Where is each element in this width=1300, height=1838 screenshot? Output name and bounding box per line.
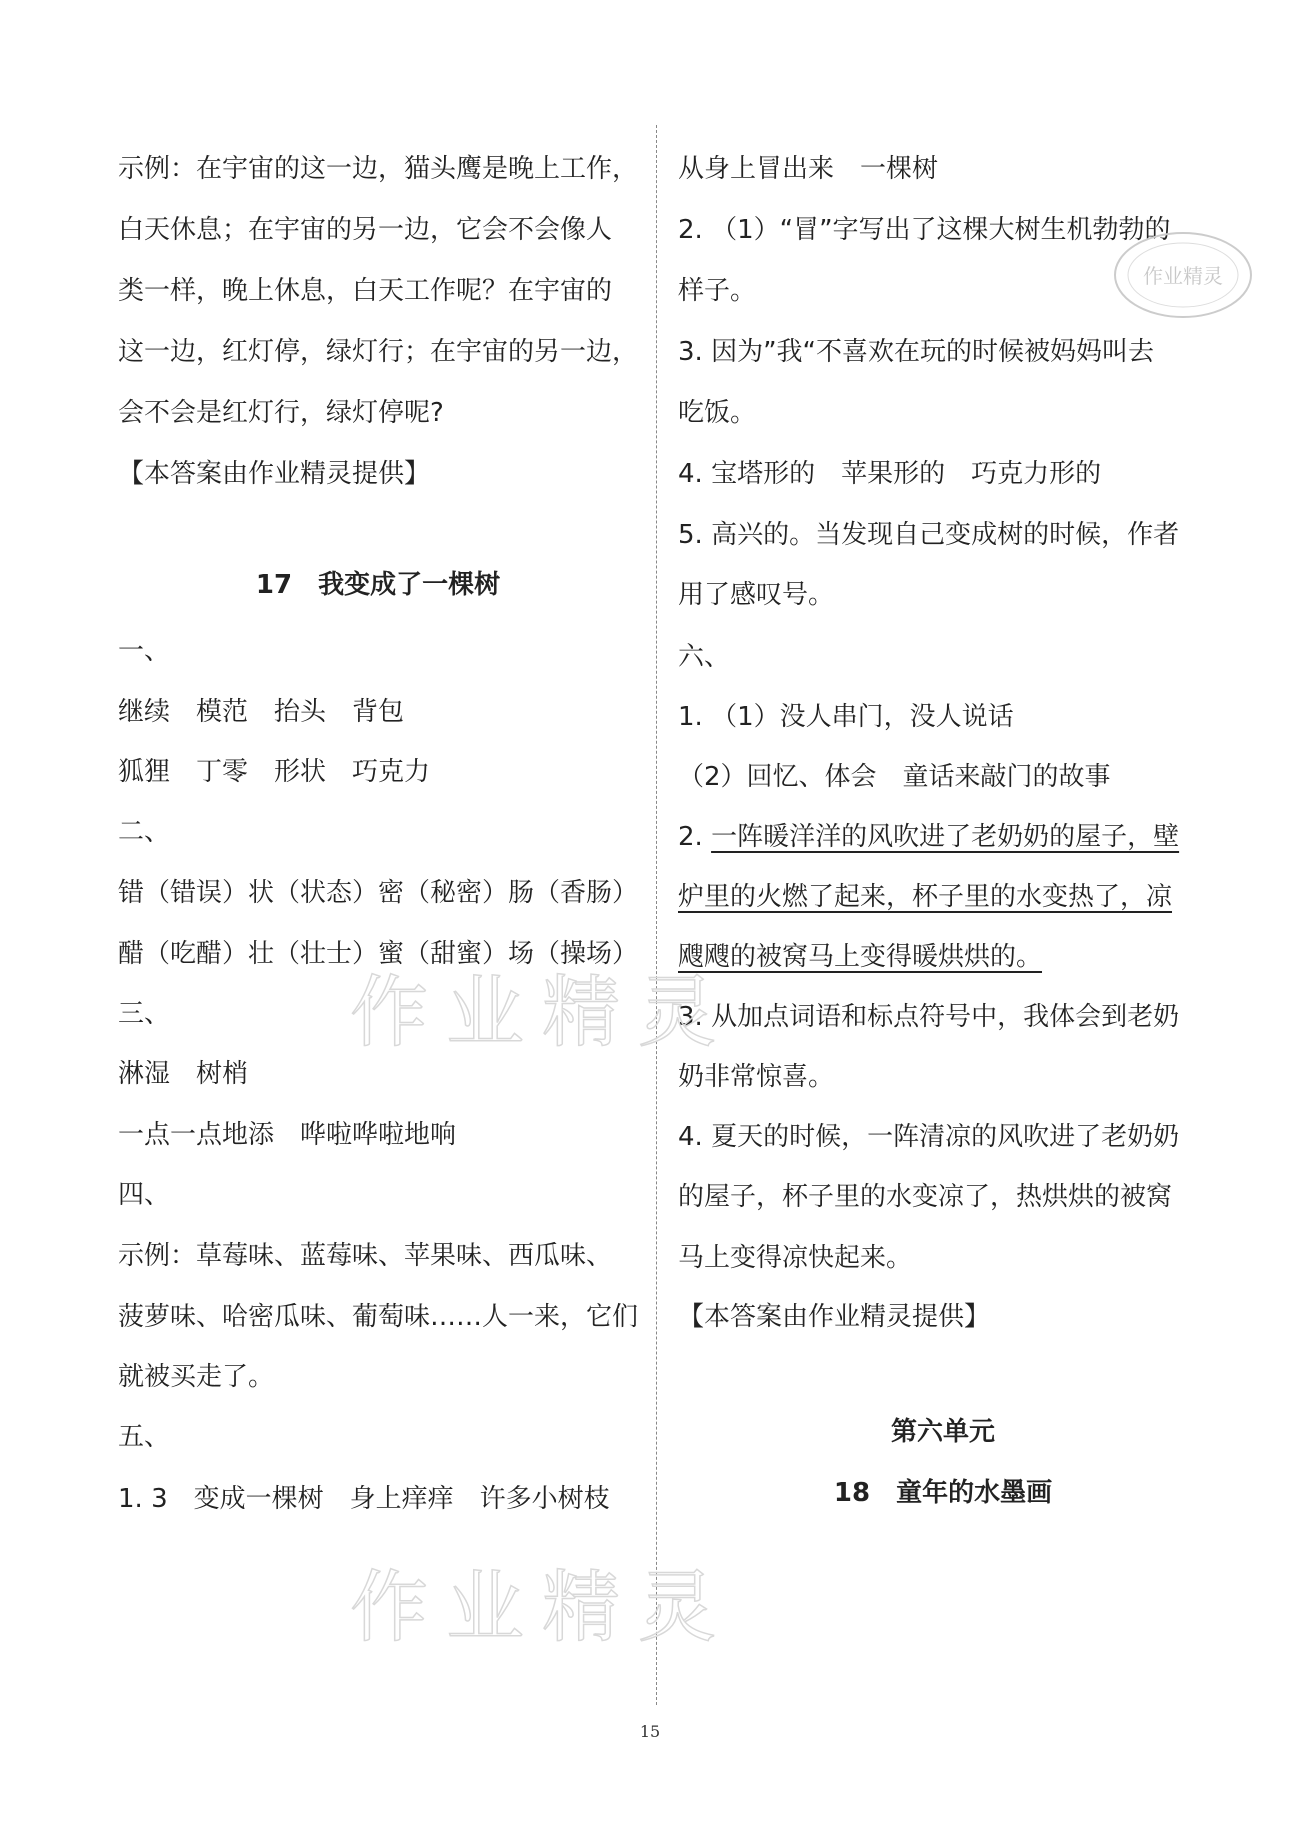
seal-text: 作业精灵 (1143, 264, 1223, 288)
text-line (678, 152, 938, 186)
line-text: 18 童年的水墨画 (833, 1478, 1053, 1508)
line-text: 【本答案由作业精灵提供】 (118, 459, 431, 489)
underlined-text: 飕飕的被窝马上变得暖烘烘的。 (678, 942, 1043, 972)
line-text: 淋湿 树梢 (118, 1059, 249, 1089)
line-text: 一、 (118, 636, 171, 666)
line-text: 奶非常惊喜。 (678, 1062, 835, 1092)
line-text: 1. 3 变成一棵树 身上痒痒 许多小树枝 (118, 1484, 610, 1514)
text-line (118, 1178, 170, 1212)
text-line (118, 1118, 456, 1152)
line-text: 4. 夏天的时候，一阵清凉的风吹进了老奶奶 (678, 1122, 1180, 1152)
line-text: 吃饭。 (678, 398, 757, 428)
line-text: 错（错误）状（状态）密（秘密）肠（香肠） (118, 878, 639, 908)
text-line (678, 335, 1154, 369)
line-text: 菠萝味、哈密瓜味、葡萄味……人一来，它们 (118, 1302, 639, 1332)
text-line (118, 815, 170, 849)
watermark-text: 作业精灵 (350, 968, 735, 1058)
text-line (118, 1057, 248, 1091)
line-text: 第六单元 (890, 1417, 995, 1447)
line-text: 六、 (678, 642, 731, 672)
line-text: （2）回忆、体会 童话来敲门的故事 (678, 762, 1111, 792)
line-text: 2. （1）“冒”字写出了这棵大树生机勃勃的 (678, 215, 1171, 245)
text-line (678, 1300, 990, 1334)
underlined-text: 一阵暖洋洋的风吹进了老奶奶的屋子，壁 (711, 822, 1180, 852)
line-text: 类一样，晚上休息，白天工作呢？在宇宙的 (118, 276, 613, 306)
text-line (118, 396, 444, 430)
text-line (678, 274, 756, 308)
text-line (118, 634, 170, 668)
text-line (678, 700, 1014, 734)
text-line (118, 1360, 274, 1394)
text-line (678, 396, 756, 430)
section-heading (678, 1476, 1208, 1510)
text-line (118, 755, 430, 789)
text-line (678, 1060, 834, 1094)
text-line (118, 695, 404, 729)
text-line (118, 335, 638, 369)
underlined-text: 炉里的火燃了起来，杯子里的水变热了，凉 (678, 882, 1173, 912)
text-line (678, 457, 1101, 491)
section-heading (118, 568, 638, 602)
line-text: 示例：在宇宙的这一边，猫头鹰是晚上工作， (118, 154, 639, 184)
line-text: 用了感叹号。 (678, 580, 835, 610)
line-text: 从身上冒出来 一棵树 (678, 154, 939, 184)
line-text: 4. 宝塔形的 苹果形的 巧克力形的 (678, 459, 1102, 489)
line-text: 【本答案由作业精灵提供】 (678, 1302, 991, 1332)
text-line (678, 1241, 912, 1275)
line-text: 一点一点地添 哗啦哗啦地响 (118, 1120, 457, 1150)
text-line (118, 213, 612, 247)
text-line (118, 1420, 170, 1454)
text-line (118, 152, 638, 186)
text-line (118, 274, 612, 308)
text-line (678, 518, 1179, 552)
line-text: 的屋子，杯子里的水变凉了，热烘烘的被窝 (678, 1182, 1173, 1212)
section-heading (678, 1415, 1208, 1449)
line-text: 白天休息；在宇宙的另一边，它会不会像人 (118, 215, 613, 245)
text-line (678, 1180, 1172, 1214)
text-line (118, 1482, 610, 1516)
line-text: 5. 高兴的。当发现自己变成树的时候，作者 (678, 520, 1180, 550)
text-line (678, 640, 730, 674)
line-text: 3. 从加点词语和标点符号中，我体会到老奶 (678, 1002, 1180, 1032)
line-text: 五、 (118, 1422, 171, 1452)
line-text: 四、 (118, 1180, 171, 1210)
line-text: 样子。 (678, 276, 757, 306)
text-line (678, 880, 1172, 914)
line-text: 醋（吃醋）壮（壮士）蜜（甜蜜）场（操场） (118, 939, 639, 969)
text-line (118, 1300, 638, 1334)
line-text: 三、 (118, 999, 171, 1029)
line-text: 这一边，红灯停，绿灯行；在宇宙的另一边， (118, 337, 639, 367)
watermark-seal (1108, 225, 1258, 325)
text-line (678, 213, 1171, 247)
line-text: 3. 因为”我“不喜欢在玩的时候被妈妈叫去 (678, 337, 1155, 367)
line-text: 示例：草莓味、蓝莓味、苹果味、西瓜味、 (118, 1241, 613, 1271)
line-text: 1. （1）没人串门，没人说话 (678, 702, 1014, 732)
watermark-text: 作业精灵 (350, 1563, 735, 1653)
line-text: 狐狸 丁零 形状 巧克力 (118, 757, 431, 787)
text-line (678, 820, 1179, 854)
line-text: 就被买走了。 (118, 1362, 275, 1392)
line-text: 继续 模范 抬头 背包 (118, 697, 405, 727)
line-text: 二、 (118, 817, 171, 847)
column-divider (656, 125, 657, 1705)
text-line (678, 1000, 1179, 1034)
text-line (678, 1120, 1179, 1154)
line-text: 马上变得凉快起来。 (678, 1243, 913, 1273)
line-text: 会不会是红灯行，绿灯停呢? (118, 398, 444, 428)
line-text: 17 我变成了一棵树 (255, 570, 501, 600)
page-number: 15 (639, 1722, 661, 1741)
line-text: 2. (678, 822, 712, 852)
text-line (118, 876, 638, 910)
text-line (118, 997, 170, 1031)
text-line (118, 457, 430, 491)
text-line (678, 578, 834, 612)
text-line (118, 1239, 612, 1273)
text-line (678, 760, 1111, 794)
